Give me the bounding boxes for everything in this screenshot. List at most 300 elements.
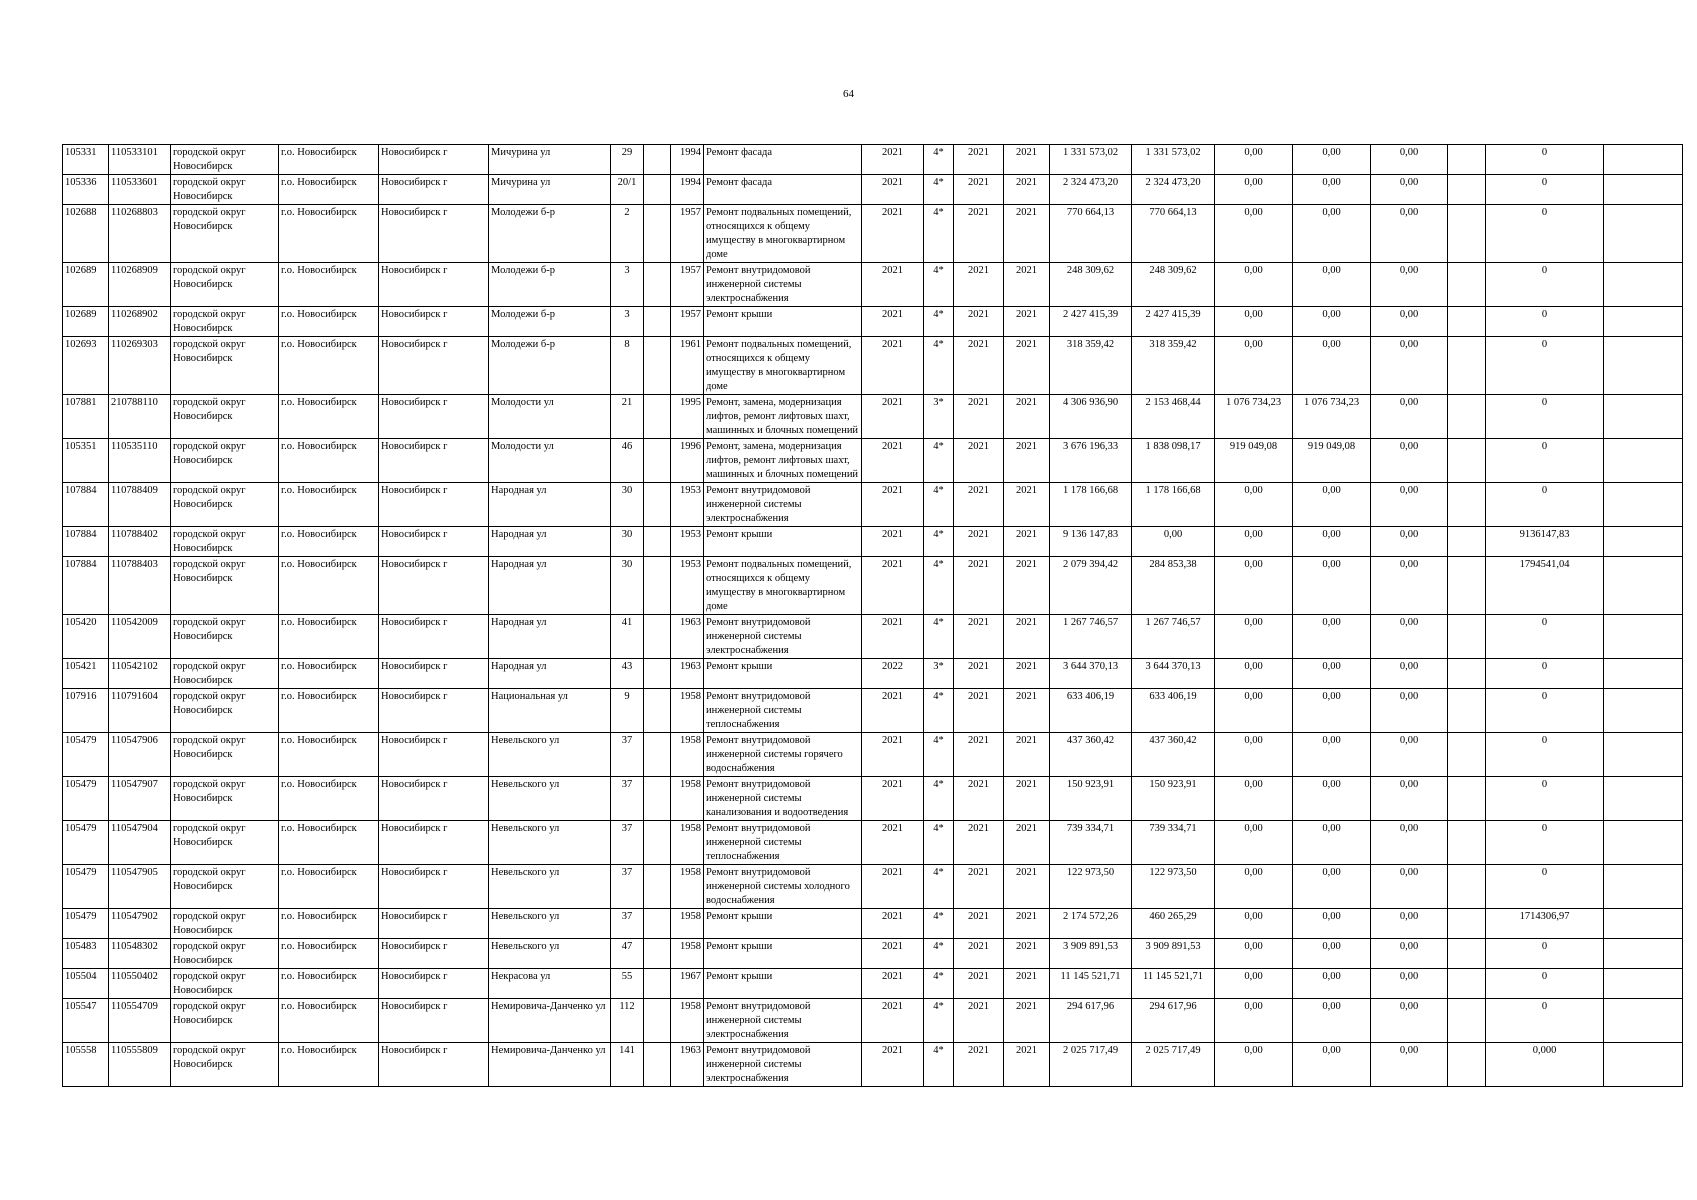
cell-owner-funds: 0 bbox=[1486, 263, 1604, 307]
cell-row-id: 105479 bbox=[63, 821, 109, 865]
cell-cost-budget-2: 0,00 bbox=[1293, 527, 1371, 557]
cell-empty-cell bbox=[1448, 733, 1486, 777]
cell-empty-cell bbox=[644, 557, 671, 615]
cell-street: Невельского ул bbox=[489, 733, 611, 777]
cell-cost-budget-1: 0,00 bbox=[1215, 939, 1293, 969]
cell-cost-budget-1: 0,00 bbox=[1215, 865, 1293, 909]
cell-district: г.о. Новосибирск bbox=[279, 659, 379, 689]
cell-house-number: 3 bbox=[611, 263, 644, 307]
cell-cost-budget-3: 0,00 bbox=[1371, 865, 1448, 909]
cell-district: г.о. Новосибирск bbox=[279, 263, 379, 307]
cell-empty-cell bbox=[1604, 483, 1683, 527]
cell-empty-cell bbox=[644, 145, 671, 175]
cell-object-code: 110268909 bbox=[109, 263, 171, 307]
cell-empty-cell bbox=[644, 909, 671, 939]
cell-work-type: Ремонт крыши bbox=[704, 527, 862, 557]
cell-work-type: Ремонт внутридомовой инженерной системы электроснабжения bbox=[704, 1043, 862, 1087]
cell-city: Новосибирск г bbox=[379, 527, 489, 557]
cell-cost-budget-3: 0,00 bbox=[1371, 999, 1448, 1043]
cell-municipality: городской округ Новосибирск bbox=[171, 337, 279, 395]
cell-district: г.о. Новосибирск bbox=[279, 999, 379, 1043]
cell-house-number: 2 bbox=[611, 205, 644, 263]
cell-cost-fund: 1 331 573,02 bbox=[1132, 145, 1215, 175]
table-row bbox=[63, 145, 1683, 175]
cell-street: Национальная ул bbox=[489, 689, 611, 733]
cell-year-start: 2021 bbox=[954, 175, 1004, 205]
cell-cost-fund: 122 973,50 bbox=[1132, 865, 1215, 909]
cell-city: Новосибирск г bbox=[379, 175, 489, 205]
cell-empty-cell bbox=[1448, 483, 1486, 527]
cell-work-type: Ремонт внутридомовой инженерной системы электроснабжения bbox=[704, 263, 862, 307]
cell-cost-budget-2: 0,00 bbox=[1293, 659, 1371, 689]
cell-year-end: 2021 bbox=[1004, 527, 1050, 557]
cell-owner-funds: 9136147,83 bbox=[1486, 527, 1604, 557]
cell-cost-budget-2: 0,00 bbox=[1293, 615, 1371, 659]
cell-cost-budget-1: 0,00 bbox=[1215, 263, 1293, 307]
table-row bbox=[63, 659, 1683, 689]
cell-street: Народная ул bbox=[489, 615, 611, 659]
cell-year-start: 2021 bbox=[954, 483, 1004, 527]
cell-object-code: 110547905 bbox=[109, 865, 171, 909]
cell-municipality: городской округ Новосибирск bbox=[171, 145, 279, 175]
cell-object-code: 110547904 bbox=[109, 821, 171, 865]
cell-empty-cell bbox=[1448, 527, 1486, 557]
cell-empty-cell bbox=[1604, 659, 1683, 689]
table-row bbox=[63, 969, 1683, 999]
cell-work-type: Ремонт крыши bbox=[704, 659, 862, 689]
cell-plan-year: 2021 bbox=[862, 395, 924, 439]
cell-empty-cell bbox=[1604, 969, 1683, 999]
cell-cost-budget-3: 0,00 bbox=[1371, 337, 1448, 395]
cell-year-end: 2021 bbox=[1004, 821, 1050, 865]
cell-city: Новосибирск г bbox=[379, 439, 489, 483]
cell-work-type: Ремонт внутридомовой инженерной системы горячего водоснабжения bbox=[704, 733, 862, 777]
cell-work-type: Ремонт крыши bbox=[704, 969, 862, 999]
page-number: 64 bbox=[843, 88, 854, 100]
cell-year-built: 1963 bbox=[671, 659, 704, 689]
cell-object-code: 110548302 bbox=[109, 939, 171, 969]
cell-owner-funds: 0 bbox=[1486, 483, 1604, 527]
cell-year-built: 1957 bbox=[671, 263, 704, 307]
cell-cost-budget-1: 0,00 bbox=[1215, 557, 1293, 615]
cell-house-number: 20/1 bbox=[611, 175, 644, 205]
cell-house-number: 3 bbox=[611, 307, 644, 337]
cell-row-id: 105479 bbox=[63, 909, 109, 939]
cell-municipality: городской округ Новосибирск bbox=[171, 557, 279, 615]
cell-street: Невельского ул bbox=[489, 939, 611, 969]
cell-plan-year: 2021 bbox=[862, 821, 924, 865]
cell-empty-cell bbox=[1604, 337, 1683, 395]
cell-empty-cell bbox=[1448, 337, 1486, 395]
cell-city: Новосибирск г bbox=[379, 145, 489, 175]
cell-cost-budget-2: 0,00 bbox=[1293, 307, 1371, 337]
cell-empty-cell bbox=[644, 999, 671, 1043]
cell-empty-cell bbox=[1448, 909, 1486, 939]
cell-owner-funds: 0 bbox=[1486, 175, 1604, 205]
cell-work-type: Ремонт внутридомовой инженерной системы холодного водоснабжения bbox=[704, 865, 862, 909]
cell-street: Молодости ул bbox=[489, 395, 611, 439]
cell-owner-funds: 1714306,97 bbox=[1486, 909, 1604, 939]
cell-municipality: городской округ Новосибирск bbox=[171, 527, 279, 557]
cell-priority: 4* bbox=[924, 615, 954, 659]
cell-empty-cell bbox=[1448, 263, 1486, 307]
cell-total-cost: 437 360,42 bbox=[1050, 733, 1132, 777]
cell-city: Новосибирск г bbox=[379, 615, 489, 659]
cell-year-end: 2021 bbox=[1004, 557, 1050, 615]
cell-cost-fund: 2 427 415,39 bbox=[1132, 307, 1215, 337]
cell-year-end: 2021 bbox=[1004, 999, 1050, 1043]
cell-empty-cell bbox=[1448, 439, 1486, 483]
cell-work-type: Ремонт фасада bbox=[704, 145, 862, 175]
cell-cost-budget-1: 0,00 bbox=[1215, 821, 1293, 865]
cell-street: Народная ул bbox=[489, 557, 611, 615]
cell-district: г.о. Новосибирск bbox=[279, 145, 379, 175]
cell-cost-budget-3: 0,00 bbox=[1371, 939, 1448, 969]
cell-plan-year: 2021 bbox=[862, 557, 924, 615]
cell-empty-cell bbox=[1604, 439, 1683, 483]
table-row bbox=[63, 307, 1683, 337]
cell-empty-cell bbox=[1604, 777, 1683, 821]
cell-empty-cell bbox=[644, 1043, 671, 1087]
cell-row-id: 107884 bbox=[63, 527, 109, 557]
cell-object-code: 110788403 bbox=[109, 557, 171, 615]
cell-year-built: 1958 bbox=[671, 777, 704, 821]
cell-empty-cell bbox=[644, 733, 671, 777]
cell-row-id: 105483 bbox=[63, 939, 109, 969]
cell-cost-budget-2: 0,00 bbox=[1293, 939, 1371, 969]
cell-cost-fund: 739 334,71 bbox=[1132, 821, 1215, 865]
cell-year-end: 2021 bbox=[1004, 777, 1050, 821]
cell-cost-budget-1: 0,00 bbox=[1215, 307, 1293, 337]
cell-year-built: 1958 bbox=[671, 939, 704, 969]
cell-empty-cell bbox=[1604, 939, 1683, 969]
cell-year-built: 1967 bbox=[671, 969, 704, 999]
cell-cost-fund: 633 406,19 bbox=[1132, 689, 1215, 733]
cell-row-id: 105479 bbox=[63, 733, 109, 777]
cell-year-built: 1958 bbox=[671, 733, 704, 777]
cell-year-end: 2021 bbox=[1004, 1043, 1050, 1087]
cell-row-id: 105479 bbox=[63, 865, 109, 909]
cell-total-cost: 770 664,13 bbox=[1050, 205, 1132, 263]
cell-cost-budget-3: 0,00 bbox=[1371, 145, 1448, 175]
cell-city: Новосибирск г bbox=[379, 999, 489, 1043]
cell-row-id: 105331 bbox=[63, 145, 109, 175]
cell-empty-cell bbox=[1448, 689, 1486, 733]
cell-cost-budget-2: 0,00 bbox=[1293, 337, 1371, 395]
table-row bbox=[63, 909, 1683, 939]
cell-total-cost: 3 909 891,53 bbox=[1050, 939, 1132, 969]
cell-owner-funds: 0 bbox=[1486, 939, 1604, 969]
cell-street: Невельского ул bbox=[489, 777, 611, 821]
cell-cost-budget-1: 1 076 734,23 bbox=[1215, 395, 1293, 439]
cell-row-id: 102689 bbox=[63, 263, 109, 307]
cell-empty-cell bbox=[644, 939, 671, 969]
cell-city: Новосибирск г bbox=[379, 1043, 489, 1087]
cell-priority: 4* bbox=[924, 909, 954, 939]
cell-cost-budget-2: 0,00 bbox=[1293, 689, 1371, 733]
cell-cost-fund: 294 617,96 bbox=[1132, 999, 1215, 1043]
cell-year-end: 2021 bbox=[1004, 307, 1050, 337]
cell-total-cost: 1 267 746,57 bbox=[1050, 615, 1132, 659]
cell-empty-cell bbox=[1448, 175, 1486, 205]
cell-city: Новосибирск г bbox=[379, 909, 489, 939]
cell-plan-year: 2021 bbox=[862, 263, 924, 307]
cell-cost-fund: 3 909 891,53 bbox=[1132, 939, 1215, 969]
cell-year-end: 2021 bbox=[1004, 337, 1050, 395]
table-row bbox=[63, 439, 1683, 483]
cell-cost-fund: 150 923,91 bbox=[1132, 777, 1215, 821]
cell-object-code: 110788402 bbox=[109, 527, 171, 557]
cell-district: г.о. Новосибирск bbox=[279, 689, 379, 733]
cell-district: г.о. Новосибирск bbox=[279, 1043, 379, 1087]
cell-object-code: 110268803 bbox=[109, 205, 171, 263]
cell-year-start: 2021 bbox=[954, 205, 1004, 263]
cell-total-cost: 2 174 572,26 bbox=[1050, 909, 1132, 939]
registry-table bbox=[62, 144, 1683, 1087]
cell-city: Новосибирск г bbox=[379, 337, 489, 395]
cell-empty-cell bbox=[644, 395, 671, 439]
cell-year-end: 2021 bbox=[1004, 659, 1050, 689]
cell-street: Народная ул bbox=[489, 527, 611, 557]
cell-empty-cell bbox=[1448, 557, 1486, 615]
cell-year-built: 1994 bbox=[671, 175, 704, 205]
cell-year-start: 2021 bbox=[954, 395, 1004, 439]
cell-priority: 4* bbox=[924, 999, 954, 1043]
cell-empty-cell bbox=[644, 307, 671, 337]
cell-row-id: 105336 bbox=[63, 175, 109, 205]
cell-empty-cell bbox=[644, 969, 671, 999]
cell-object-code: 110269303 bbox=[109, 337, 171, 395]
cell-year-end: 2021 bbox=[1004, 439, 1050, 483]
cell-work-type: Ремонт внутридомовой инженерной системы канализования и водоотведения bbox=[704, 777, 862, 821]
cell-empty-cell bbox=[644, 777, 671, 821]
cell-year-built: 1963 bbox=[671, 1043, 704, 1087]
cell-plan-year: 2021 bbox=[862, 615, 924, 659]
cell-city: Новосибирск г bbox=[379, 659, 489, 689]
cell-cost-budget-2: 0,00 bbox=[1293, 483, 1371, 527]
cell-house-number: 9 bbox=[611, 689, 644, 733]
cell-year-start: 2021 bbox=[954, 1043, 1004, 1087]
cell-plan-year: 2021 bbox=[862, 999, 924, 1043]
cell-cost-budget-3: 0,00 bbox=[1371, 689, 1448, 733]
cell-cost-fund: 3 644 370,13 bbox=[1132, 659, 1215, 689]
cell-district: г.о. Новосибирск bbox=[279, 969, 379, 999]
cell-work-type: Ремонт, замена, модернизация лифтов, ремонт лифтовых шахт, машинных и блочных помещений bbox=[704, 439, 862, 483]
table-row bbox=[63, 733, 1683, 777]
cell-object-code: 110547907 bbox=[109, 777, 171, 821]
cell-row-id: 105421 bbox=[63, 659, 109, 689]
cell-street: Молодости ул bbox=[489, 439, 611, 483]
cell-cost-fund: 284 853,38 bbox=[1132, 557, 1215, 615]
cell-year-built: 1995 bbox=[671, 395, 704, 439]
cell-cost-budget-3: 0,00 bbox=[1371, 969, 1448, 999]
cell-house-number: 41 bbox=[611, 615, 644, 659]
cell-empty-cell bbox=[1448, 205, 1486, 263]
cell-empty-cell bbox=[1604, 821, 1683, 865]
cell-plan-year: 2021 bbox=[862, 909, 924, 939]
cell-cost-budget-1: 0,00 bbox=[1215, 205, 1293, 263]
table-row bbox=[63, 395, 1683, 439]
cell-cost-fund: 0,00 bbox=[1132, 527, 1215, 557]
cell-work-type: Ремонт крыши bbox=[704, 939, 862, 969]
cell-total-cost: 122 973,50 bbox=[1050, 865, 1132, 909]
cell-city: Новосибирск г bbox=[379, 969, 489, 999]
cell-house-number: 37 bbox=[611, 777, 644, 821]
cell-cost-budget-3: 0,00 bbox=[1371, 1043, 1448, 1087]
cell-year-start: 2021 bbox=[954, 689, 1004, 733]
cell-cost-budget-3: 0,00 bbox=[1371, 733, 1448, 777]
cell-priority: 4* bbox=[924, 307, 954, 337]
cell-street: Мичурина ул bbox=[489, 175, 611, 205]
cell-cost-budget-1: 0,00 bbox=[1215, 145, 1293, 175]
cell-district: г.о. Новосибирск bbox=[279, 483, 379, 527]
cell-cost-budget-3: 0,00 bbox=[1371, 307, 1448, 337]
cell-year-start: 2021 bbox=[954, 337, 1004, 395]
cell-object-code: 110550402 bbox=[109, 969, 171, 999]
cell-cost-budget-1: 0,00 bbox=[1215, 659, 1293, 689]
table-row bbox=[63, 615, 1683, 659]
cell-row-id: 105351 bbox=[63, 439, 109, 483]
cell-district: г.о. Новосибирск bbox=[279, 821, 379, 865]
cell-cost-budget-3: 0,00 bbox=[1371, 557, 1448, 615]
cell-municipality: городской округ Новосибирск bbox=[171, 307, 279, 337]
table-body bbox=[63, 145, 1683, 1087]
cell-cost-budget-3: 0,00 bbox=[1371, 439, 1448, 483]
cell-year-start: 2021 bbox=[954, 821, 1004, 865]
cell-cost-budget-1: 0,00 bbox=[1215, 615, 1293, 659]
cell-house-number: 8 bbox=[611, 337, 644, 395]
cell-total-cost: 739 334,71 bbox=[1050, 821, 1132, 865]
cell-year-start: 2021 bbox=[954, 307, 1004, 337]
cell-owner-funds: 0 bbox=[1486, 307, 1604, 337]
cell-district: г.о. Новосибирск bbox=[279, 865, 379, 909]
cell-owner-funds: 1794541,04 bbox=[1486, 557, 1604, 615]
cell-municipality: городской округ Новосибирск bbox=[171, 939, 279, 969]
cell-owner-funds: 0,000 bbox=[1486, 1043, 1604, 1087]
cell-cost-fund: 1 838 098,17 bbox=[1132, 439, 1215, 483]
cell-empty-cell bbox=[1448, 145, 1486, 175]
cell-empty-cell bbox=[1604, 205, 1683, 263]
cell-empty-cell bbox=[644, 175, 671, 205]
cell-year-end: 2021 bbox=[1004, 615, 1050, 659]
cell-owner-funds: 0 bbox=[1486, 615, 1604, 659]
cell-house-number: 46 bbox=[611, 439, 644, 483]
cell-cost-budget-2: 0,00 bbox=[1293, 733, 1371, 777]
cell-year-start: 2021 bbox=[954, 909, 1004, 939]
cell-year-end: 2021 bbox=[1004, 175, 1050, 205]
cell-cost-budget-2: 0,00 bbox=[1293, 969, 1371, 999]
cell-total-cost: 1 178 166,68 bbox=[1050, 483, 1132, 527]
cell-cost-budget-3: 0,00 bbox=[1371, 395, 1448, 439]
cell-priority: 3* bbox=[924, 659, 954, 689]
cell-priority: 4* bbox=[924, 205, 954, 263]
cell-empty-cell bbox=[644, 821, 671, 865]
cell-row-id: 105479 bbox=[63, 777, 109, 821]
table-row bbox=[63, 1043, 1683, 1087]
cell-cost-budget-1: 0,00 bbox=[1215, 483, 1293, 527]
cell-house-number: 43 bbox=[611, 659, 644, 689]
cell-priority: 4* bbox=[924, 263, 954, 307]
cell-year-built: 1958 bbox=[671, 909, 704, 939]
cell-cost-fund: 770 664,13 bbox=[1132, 205, 1215, 263]
cell-district: г.о. Новосибирск bbox=[279, 939, 379, 969]
cell-street: Молодежи б-р bbox=[489, 263, 611, 307]
cell-object-code: 110533101 bbox=[109, 145, 171, 175]
cell-house-number: 47 bbox=[611, 939, 644, 969]
cell-year-start: 2021 bbox=[954, 999, 1004, 1043]
cell-district: г.о. Новосибирск bbox=[279, 205, 379, 263]
cell-cost-budget-2: 919 049,08 bbox=[1293, 439, 1371, 483]
cell-cost-fund: 248 309,62 bbox=[1132, 263, 1215, 307]
cell-municipality: городской округ Новосибирск bbox=[171, 395, 279, 439]
cell-empty-cell bbox=[1604, 999, 1683, 1043]
cell-year-end: 2021 bbox=[1004, 865, 1050, 909]
cell-house-number: 30 bbox=[611, 557, 644, 615]
cell-total-cost: 2 079 394,42 bbox=[1050, 557, 1132, 615]
cell-empty-cell bbox=[644, 483, 671, 527]
cell-empty-cell bbox=[1448, 939, 1486, 969]
cell-empty-cell bbox=[1448, 615, 1486, 659]
cell-empty-cell bbox=[1604, 865, 1683, 909]
cell-total-cost: 318 359,42 bbox=[1050, 337, 1132, 395]
cell-year-built: 1958 bbox=[671, 689, 704, 733]
cell-total-cost: 2 324 473,20 bbox=[1050, 175, 1132, 205]
cell-empty-cell bbox=[644, 263, 671, 307]
cell-owner-funds: 0 bbox=[1486, 689, 1604, 733]
cell-district: г.о. Новосибирск bbox=[279, 175, 379, 205]
cell-owner-funds: 0 bbox=[1486, 969, 1604, 999]
table-row bbox=[63, 689, 1683, 733]
cell-work-type: Ремонт внутридомовой инженерной системы теплоснабжения bbox=[704, 689, 862, 733]
cell-object-code: 110554709 bbox=[109, 999, 171, 1043]
cell-object-code: 110535110 bbox=[109, 439, 171, 483]
cell-cost-fund: 1 267 746,57 bbox=[1132, 615, 1215, 659]
cell-house-number: 37 bbox=[611, 821, 644, 865]
cell-house-number: 29 bbox=[611, 145, 644, 175]
cell-district: г.о. Новосибирск bbox=[279, 395, 379, 439]
table-row bbox=[63, 999, 1683, 1043]
cell-plan-year: 2021 bbox=[862, 777, 924, 821]
cell-empty-cell bbox=[644, 659, 671, 689]
cell-municipality: городской округ Новосибирск bbox=[171, 439, 279, 483]
cell-year-start: 2021 bbox=[954, 969, 1004, 999]
cell-cost-fund: 437 360,42 bbox=[1132, 733, 1215, 777]
cell-house-number: 112 bbox=[611, 999, 644, 1043]
cell-plan-year: 2021 bbox=[862, 145, 924, 175]
cell-year-built: 1957 bbox=[671, 307, 704, 337]
cell-priority: 4* bbox=[924, 865, 954, 909]
cell-priority: 4* bbox=[924, 527, 954, 557]
cell-municipality: городской округ Новосибирск bbox=[171, 205, 279, 263]
cell-municipality: городской округ Новосибирск bbox=[171, 777, 279, 821]
table-row bbox=[63, 175, 1683, 205]
cell-empty-cell bbox=[1448, 1043, 1486, 1087]
cell-priority: 4* bbox=[924, 439, 954, 483]
cell-priority: 4* bbox=[924, 821, 954, 865]
cell-empty-cell bbox=[1448, 307, 1486, 337]
cell-plan-year: 2021 bbox=[862, 969, 924, 999]
cell-cost-budget-3: 0,00 bbox=[1371, 659, 1448, 689]
cell-cost-budget-3: 0,00 bbox=[1371, 821, 1448, 865]
cell-empty-cell bbox=[644, 337, 671, 395]
cell-district: г.о. Новосибирск bbox=[279, 733, 379, 777]
cell-year-start: 2021 bbox=[954, 615, 1004, 659]
cell-district: г.о. Новосибирск bbox=[279, 307, 379, 337]
cell-cost-budget-3: 0,00 bbox=[1371, 615, 1448, 659]
cell-work-type: Ремонт внутридомовой инженерной системы электроснабжения bbox=[704, 615, 862, 659]
cell-district: г.о. Новосибирск bbox=[279, 777, 379, 821]
cell-cost-budget-1: 0,00 bbox=[1215, 733, 1293, 777]
